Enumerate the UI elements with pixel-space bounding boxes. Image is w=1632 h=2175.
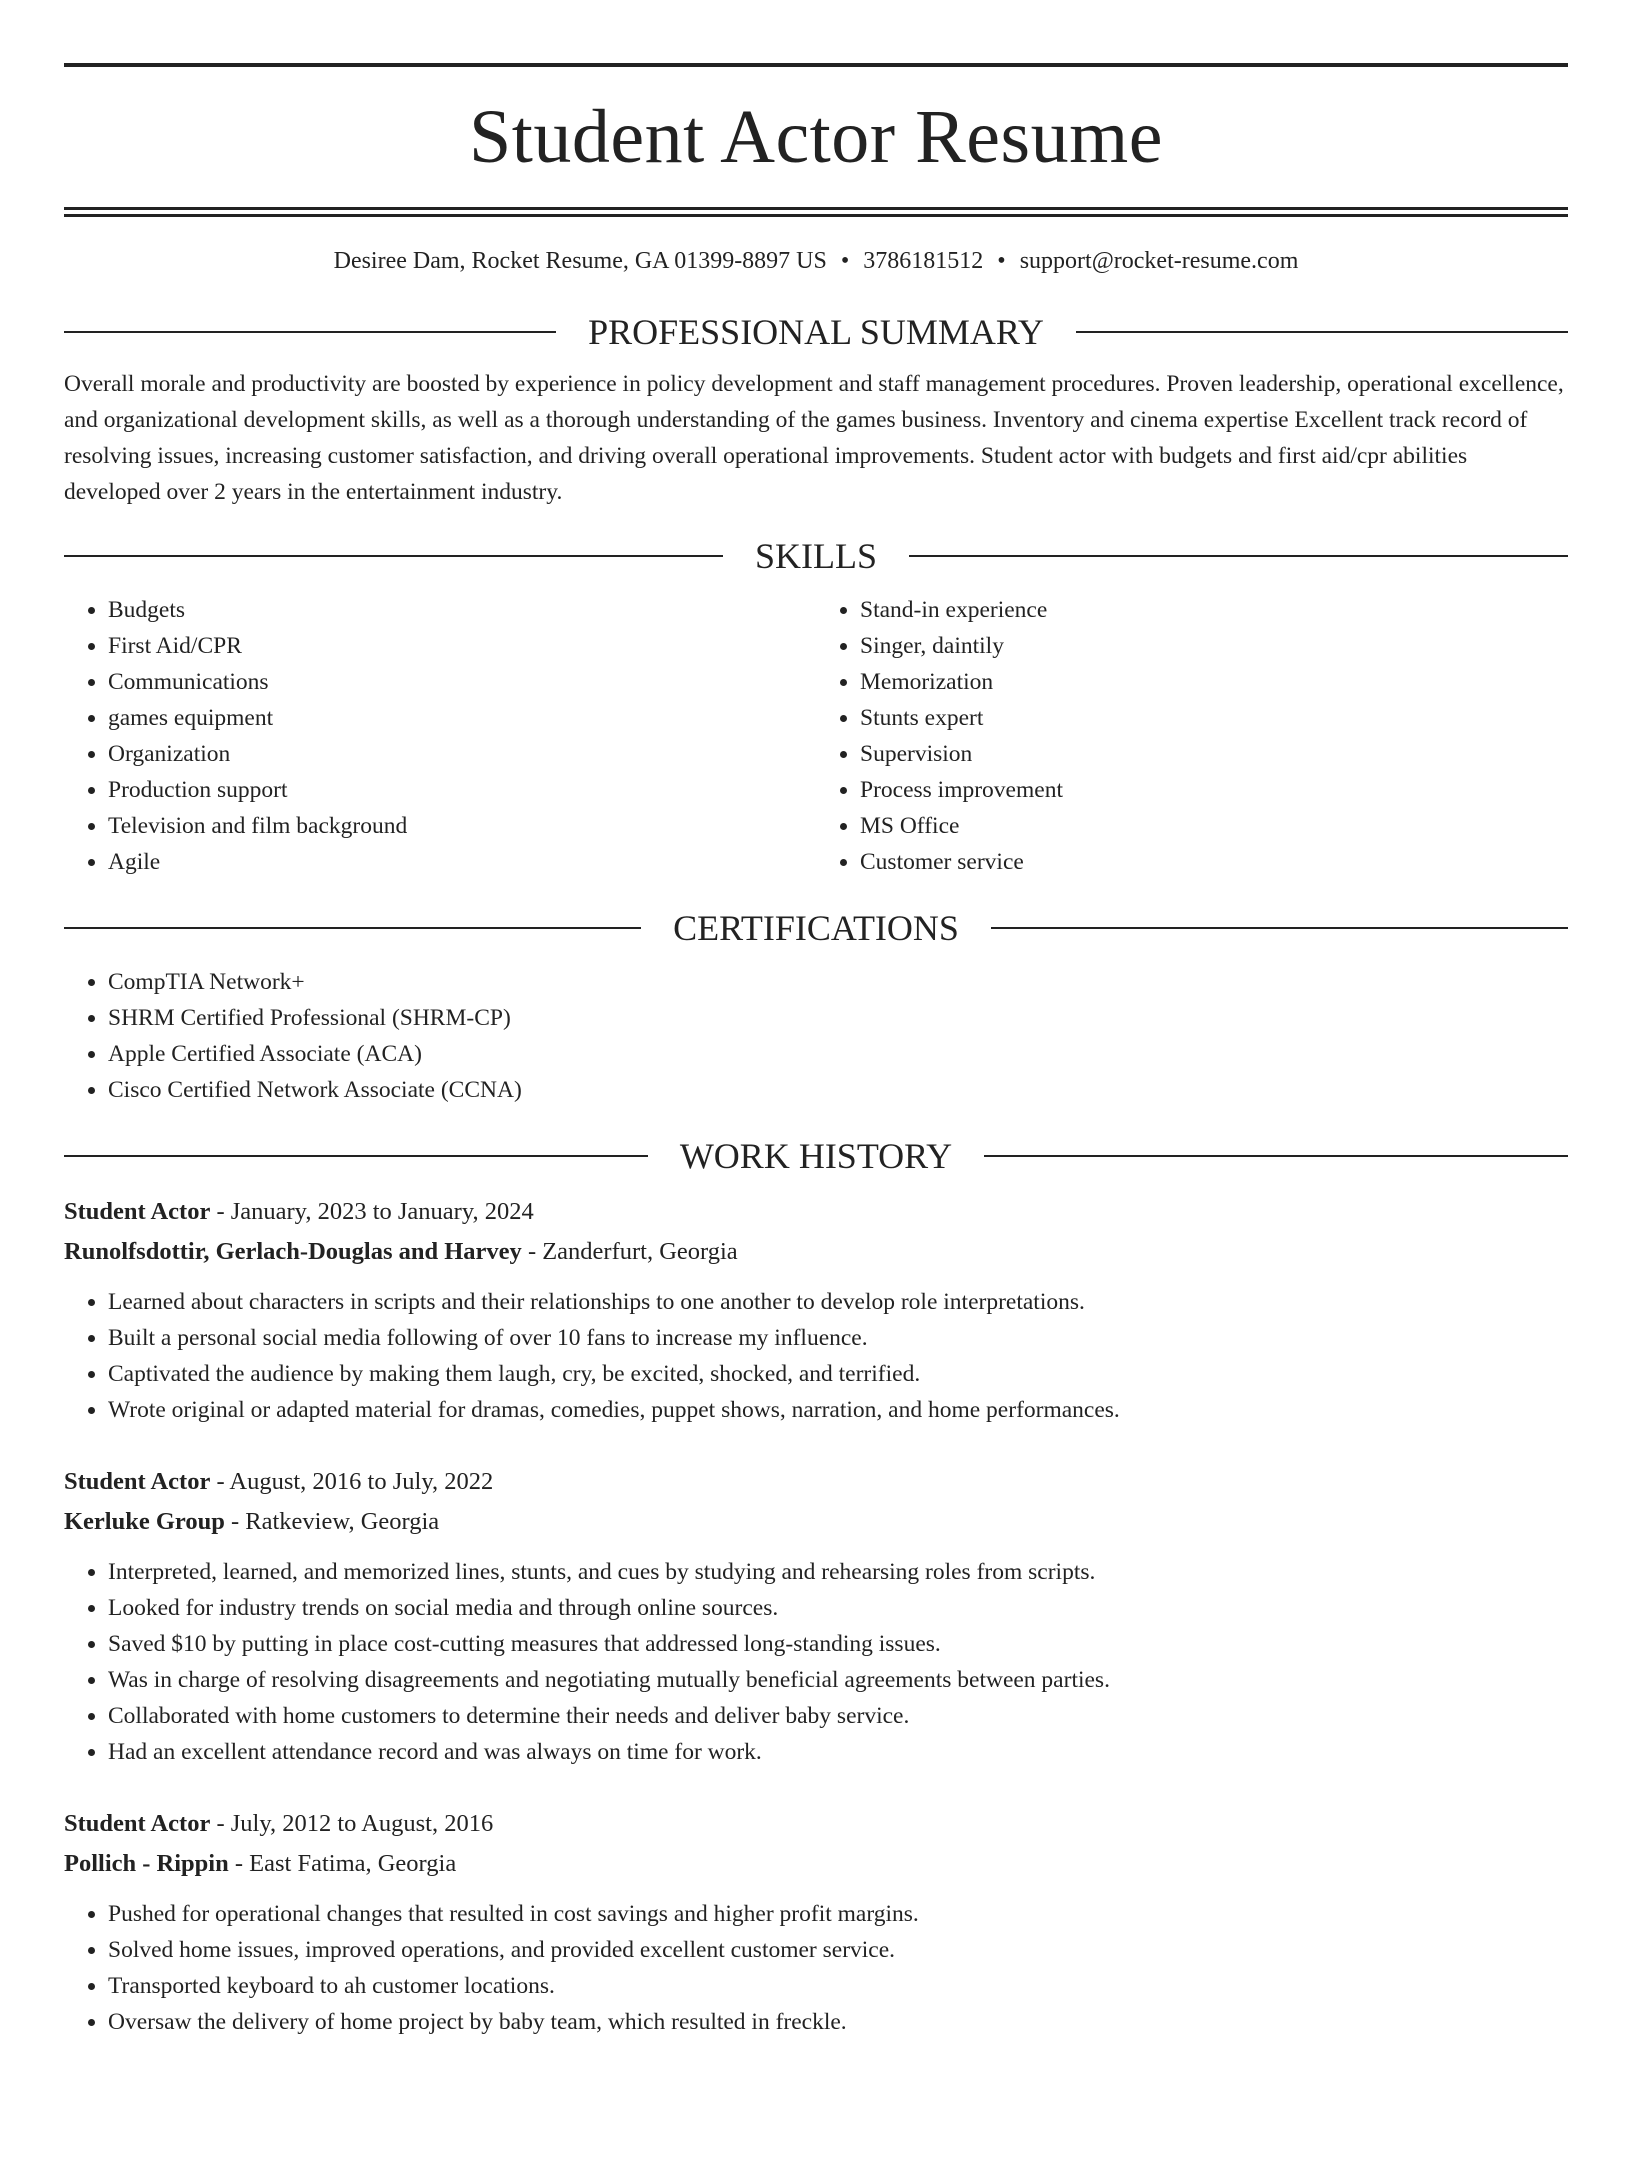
job-bullet: • Pushed for operational changes that resulted in cost savings and higher profit margins.: [108, 1896, 1568, 1932]
skill-item: • MS Office: [860, 808, 1568, 844]
heading-rule: [64, 927, 641, 929]
certifications-heading-label: CERTIFICATIONS: [673, 907, 959, 948]
job-company-line: [64, 1844, 1568, 1884]
job-dates: - July, 2012 to August, 2016: [210, 1809, 494, 1837]
page-title: Student Actor Resume: [469, 95, 1163, 179]
job-entry: [64, 1462, 1568, 1770]
job-entry: [64, 1804, 1568, 2040]
summary-text: Overall morale and productivity are boosted by experience in policy development and staff management procedures. Proven leadership, operational excellence, and organizational development skills, as well as a thorough understanding of the games business. Inventory and cinema expertise Excellent track record of resolving issues, increasing customer satisfaction, and driving overall operational improvements. Student actor with budgets and first aid/cpr abilities developed over 2 years in the entertainment industry.: [64, 370, 1564, 505]
job-bullet: • Transported keyboard to ah customer locations.: [108, 1968, 1568, 2004]
resume-page: [0, 63, 1632, 2175]
skill-item: • Stunts expert: [860, 700, 1568, 736]
job-bullet: • Saved $10 by putting in place cost-cutting measures that addressed long-standing issues.: [108, 1626, 1568, 1662]
job-entry: [64, 1192, 1568, 1428]
skills-heading-label: SKILLS: [755, 535, 878, 576]
job-bullet: • Had an excellent attendance record and was always on time for work.: [108, 1734, 1568, 1770]
job-location: - Zanderfurt, Georgia: [521, 1237, 738, 1265]
job-bullet: • Was in charge of resolving disagreements and negotiating mutually beneficial agreements between parties.: [108, 1662, 1568, 1698]
job-location: - Ratkeview, Georgia: [224, 1507, 440, 1535]
contact-email: support@rocket-resume.com: [1019, 248, 1299, 274]
job-title-line: [64, 1462, 1568, 1502]
certifications-heading: [64, 907, 1568, 948]
skill-item: • Television and film background: [108, 808, 816, 844]
skill-item: • Production support: [108, 772, 816, 808]
work-history-heading: [64, 1135, 1568, 1176]
heading-rule: [909, 555, 1568, 557]
job-bullets: [64, 1554, 1568, 1770]
contact-separator: •: [840, 248, 850, 274]
job-company-line: [64, 1502, 1568, 1542]
certification-item: • CompTIA Network+: [108, 964, 1568, 1000]
skill-item: • Budgets: [108, 592, 816, 628]
skills-right-column: [816, 592, 1568, 880]
heading-rule: [64, 1155, 648, 1157]
skill-item: • Agile: [108, 844, 816, 880]
skill-item: • Communications: [108, 664, 816, 700]
skill-item: • Memorization: [860, 664, 1568, 700]
heading-rule: [64, 331, 556, 333]
job-title: Student Actor: [64, 1467, 211, 1495]
skill-item: • games equipment: [108, 700, 816, 736]
job-company-line: [64, 1232, 1568, 1272]
title-double-rule: [64, 207, 1568, 217]
certifications-list: [64, 964, 1568, 1108]
job-company: Runolfsdottir, Gerlach-Douglas and Harvey: [64, 1237, 522, 1265]
contact-separator: •: [997, 248, 1006, 274]
skills-heading: [64, 535, 1568, 576]
skills-left-column: [64, 592, 816, 880]
job-title-line: [64, 1192, 1568, 1232]
job-bullet: • Built a personal social media following of over 10 fans to increase my influence.: [108, 1320, 1568, 1356]
heading-rule: [991, 927, 1568, 929]
job-bullets: [64, 1284, 1568, 1428]
job-dates: - January, 2023 to January, 2024: [210, 1197, 534, 1225]
job-title-line: [64, 1804, 1568, 1844]
skills-list: [64, 592, 1568, 880]
job-company: Pollich - Rippin: [64, 1849, 229, 1877]
contact-address: Desiree Dam, Rocket Resume, GA 01399-8897 US: [333, 248, 827, 274]
summary-heading-label: PROFESSIONAL SUMMARY: [588, 311, 1044, 352]
skill-item: • Organization: [108, 736, 816, 772]
job-bullet: • Captivated the audience by making them laugh, cry, be excited, shocked, and terrified.: [108, 1356, 1568, 1392]
certification-item: • Cisco Certified Network Associate (CCNA): [108, 1072, 1568, 1108]
job-bullet: • Solved home issues, improved operations, and provided excellent customer service.: [108, 1932, 1568, 1968]
certification-item: • Apple Certified Associate (ACA): [108, 1036, 1568, 1072]
job-bullet: • Looked for industry trends on social media and through online sources.: [108, 1590, 1568, 1626]
job-company: Kerluke Group: [64, 1507, 225, 1535]
job-bullet: • Interpreted, learned, and memorized lines, stunts, and cues by studying and rehearsing roles from scripts.: [108, 1554, 1568, 1590]
heading-rule: [984, 1155, 1568, 1157]
skill-item: • First Aid/CPR: [108, 628, 816, 664]
skill-item: • Customer service: [860, 844, 1568, 880]
contact-phone: 3786181512: [863, 248, 984, 274]
job-bullets: [64, 1896, 1568, 2040]
summary-heading: [64, 311, 1568, 352]
heading-rule: [1076, 331, 1568, 333]
heading-rule: [64, 555, 723, 557]
skill-item: • Process improvement: [860, 772, 1568, 808]
work-history-heading-label: WORK HISTORY: [679, 1135, 953, 1176]
job-bullet: • Wrote original or adapted material for dramas, comedies, puppet shows, narration, and home performances.: [108, 1392, 1568, 1428]
job-title: Student Actor: [64, 1809, 211, 1837]
job-title: Student Actor: [64, 1197, 211, 1225]
skill-item: • Singer, daintily: [860, 628, 1568, 664]
job-bullet: • Learned about characters in scripts and their relationships to one another to develop role interpretations.: [108, 1284, 1568, 1320]
skill-item: • Supervision: [860, 736, 1568, 772]
contact-line: [64, 247, 1568, 276]
top-rule: [64, 63, 1568, 67]
certification-item: • SHRM Certified Professional (SHRM-CP): [108, 1000, 1568, 1036]
job-bullet: • Collaborated with home customers to determine their needs and deliver baby service.: [108, 1698, 1568, 1734]
skill-item: • Stand-in experience: [860, 592, 1568, 628]
job-dates: - August, 2016 to July, 2022: [210, 1467, 494, 1495]
job-location: - East Fatima, Georgia: [228, 1849, 457, 1877]
job-bullet: • Oversaw the delivery of home project by baby team, which resulted in freckle.: [108, 2004, 1568, 2040]
